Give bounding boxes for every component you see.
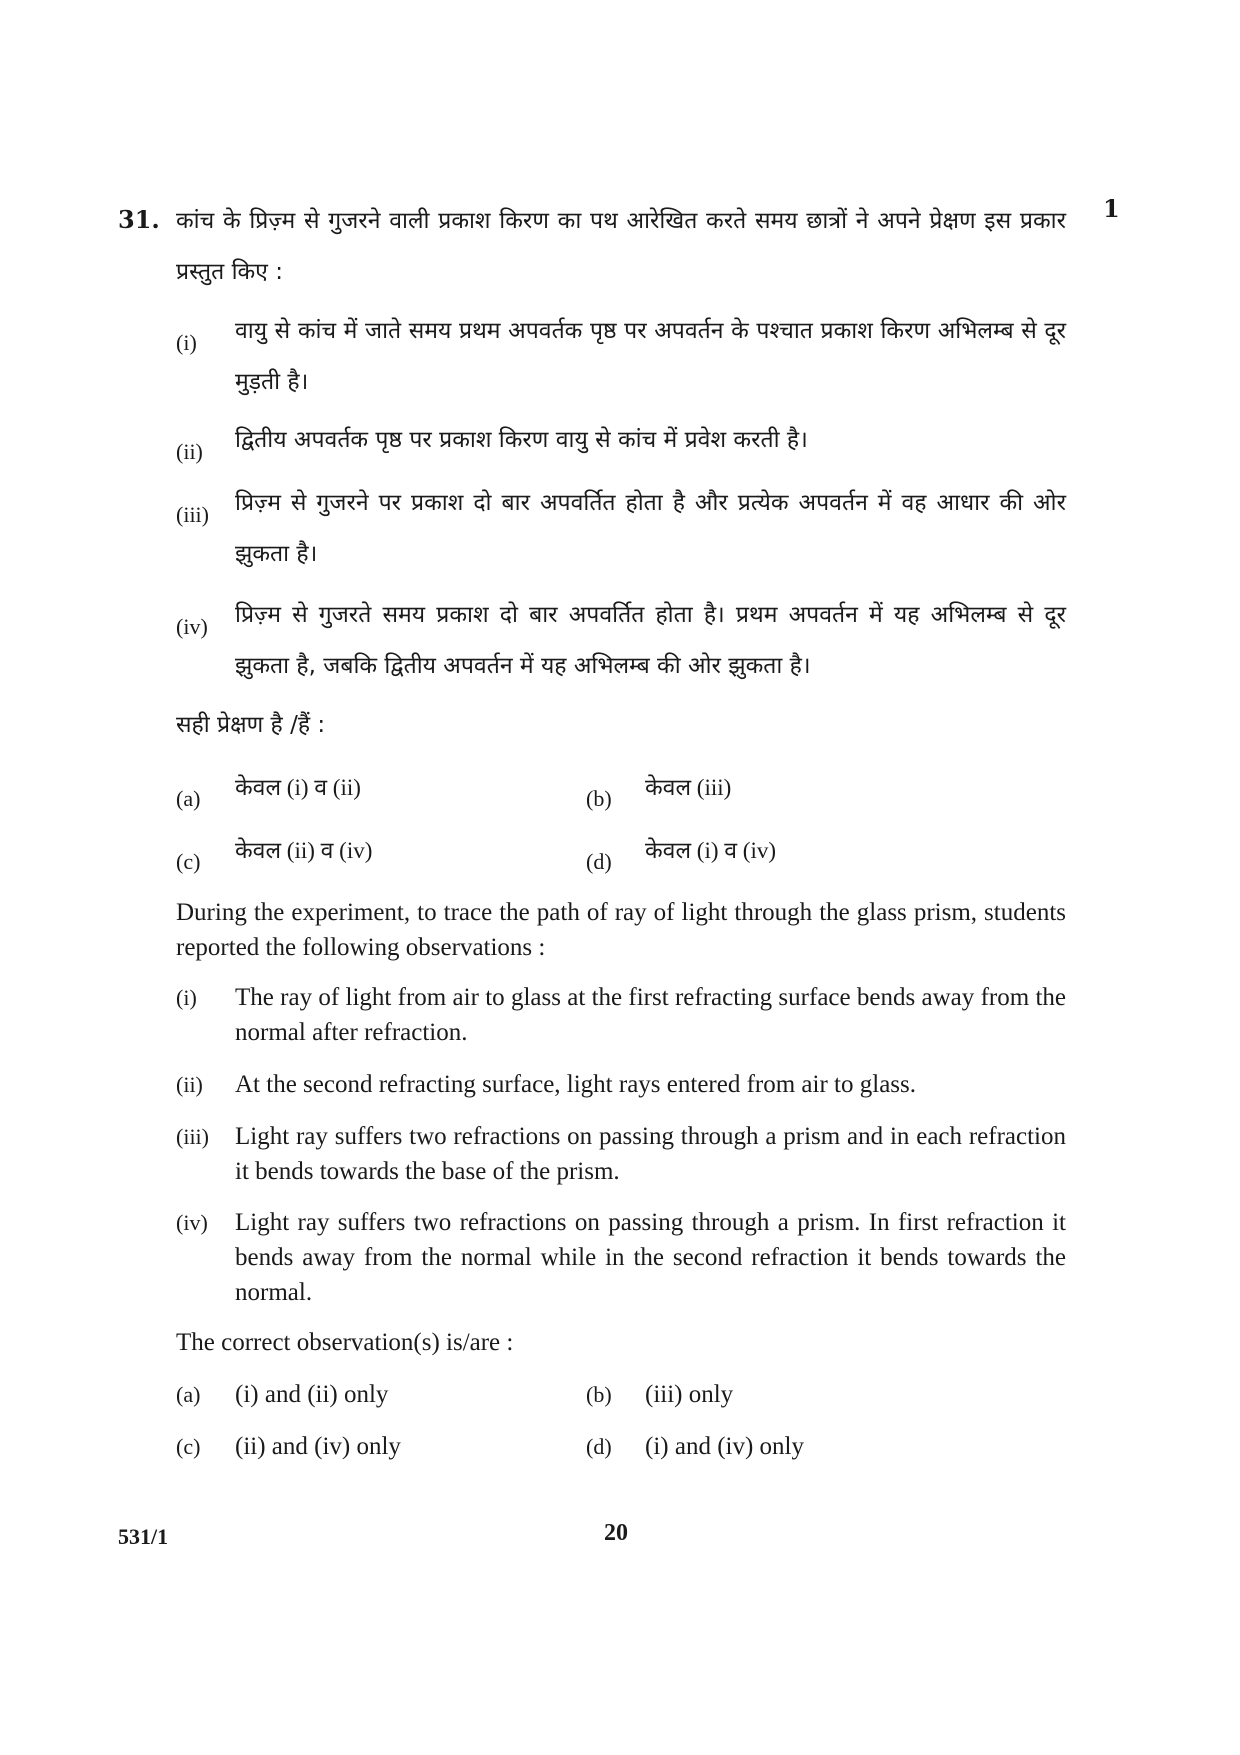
option-text: केवल (ii) व (iv) (235, 838, 373, 863)
option-text: (iii) only (645, 1381, 734, 1408)
option-text: केवल (i) व (iv) (645, 838, 777, 863)
option-label: (a) (176, 1382, 201, 1407)
page-number: 20 (604, 1520, 628, 1546)
hindi-observation-text: प्रिज़्म से गुजरने पर प्रकाश दो बार अपवर्तित होता है और प्रत्येक अपवर्तन में वह आधार की ओर झुकता है। (235, 490, 1066, 567)
english-observation-label: (iv) (176, 1210, 208, 1235)
hindi-observation-label: (iii) (176, 502, 209, 527)
hindi-observation-label: (ii) (176, 439, 203, 464)
hindi-observation-text: वायु से कांच में जाते समय प्रथम अपवर्तक पृष्ठ पर अपवर्तन के पश्चात प्रकाश किरण अभिलम्ब से दूर मुड़ती है। (235, 318, 1066, 395)
english-observation-label: (i) (176, 985, 197, 1010)
paper-code: 531/1 (118, 1524, 169, 1549)
english-question-stem: During the experiment, to trace the path of ray of light through the glass prism, students reported the following observations : (176, 899, 1066, 961)
english-observation-text: At the second refracting surface, light rays entered from air to glass. (235, 1071, 916, 1098)
english-observation-text: The ray of light from air to glass at the first refracting surface bends away from the normal after refraction. (235, 984, 1066, 1046)
option-label: (a) (176, 786, 201, 811)
english-prompt: The correct observation(s) is/are : (176, 1329, 514, 1356)
english-observation-label: (iii) (176, 1124, 209, 1149)
option-text: (i) and (ii) only (235, 1381, 389, 1408)
option-label: (d) (586, 1434, 612, 1459)
option-label: (d) (586, 849, 612, 874)
hindi-question-stem: कांच के प्रिज़्म से गुजरने वाली प्रकाश किरण का पथ आरेखित करते समय छात्रों ने अपने प्रेक्षण इस प्रकार प्रस्तुत किए : (176, 208, 1066, 285)
hindi-observation-label: (iv) (176, 614, 208, 639)
english-observation-text: Light ray suffers two refractions on passing through a prism and in each refraction it bends towards the base of the prism. (235, 1123, 1066, 1185)
hindi-observation-label: (i) (176, 330, 197, 355)
question-marks: 1 (1103, 194, 1120, 223)
option-label: (b) (586, 786, 612, 811)
question-number: 31. (118, 205, 160, 234)
option-label: (b) (586, 1382, 612, 1407)
english-observation-label: (ii) (176, 1072, 203, 1097)
option-text: (i) and (iv) only (645, 1433, 804, 1460)
option-text: (ii) and (iv) only (235, 1433, 401, 1460)
option-text: केवल (i) व (ii) (235, 775, 361, 800)
hindi-prompt: सही प्रेक्षण है /हैं : (176, 712, 326, 738)
option-label: (c) (176, 1434, 201, 1459)
hindi-observation-text: द्वितीय अपवर्तक पृष्ठ पर प्रकाश किरण वायु से कांच में प्रवेश करती है। (235, 427, 808, 453)
hindi-observation-text: प्रिज़्म से गुजरते समय प्रकाश दो बार अपवर्तित होता है। प्रथम अपवर्तन में यह अभिलम्ब से दूर झुकता है, जबकि द्वितीय अपवर्तन में यह अभिलम्ब की ओर झुकता है। (235, 602, 1066, 679)
english-observation-text: Light ray suffers two refractions on passing through a prism. In first refraction it bends away from the normal while in the second refraction it bends towards the normal. (235, 1209, 1066, 1306)
option-text: केवल (iii) (645, 775, 732, 800)
option-label: (c) (176, 849, 201, 874)
